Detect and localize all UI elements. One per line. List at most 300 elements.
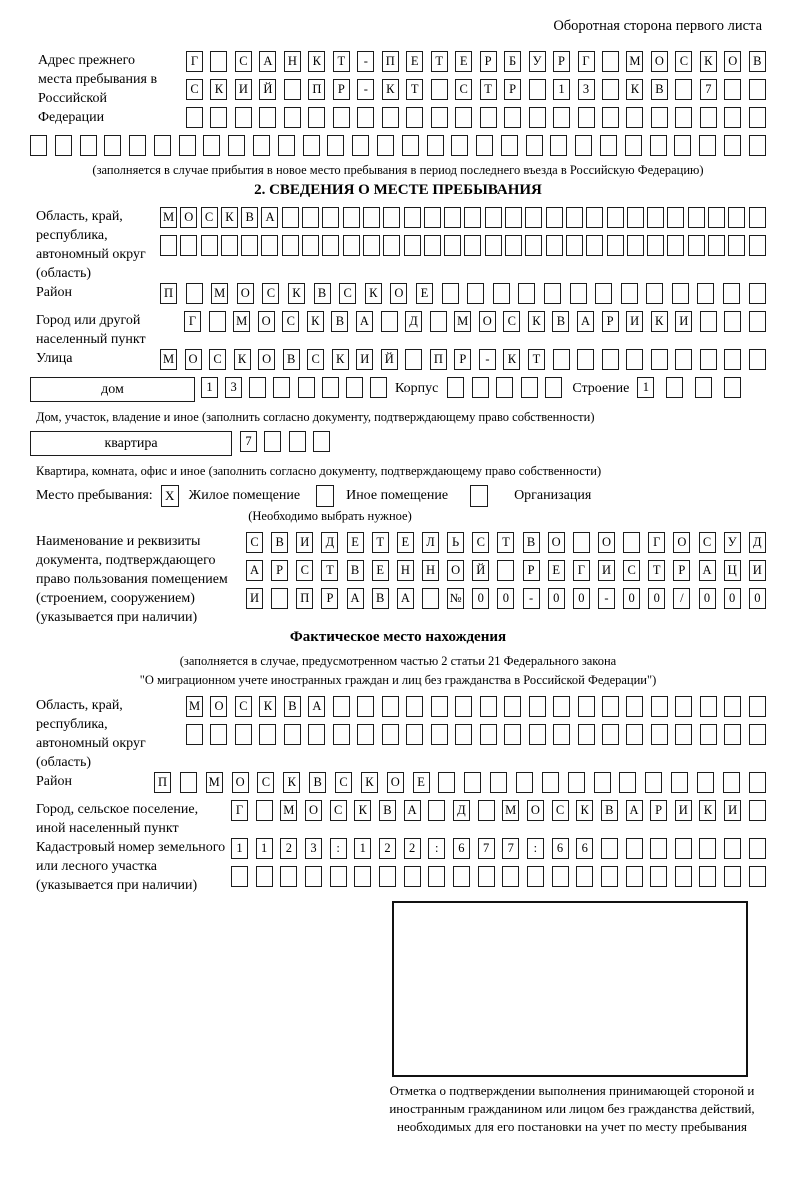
char-cell: А bbox=[397, 588, 414, 609]
char-cell bbox=[363, 207, 380, 228]
char-cell bbox=[671, 772, 688, 793]
char-cell bbox=[472, 377, 489, 398]
char-cell bbox=[427, 135, 444, 156]
char-cell bbox=[651, 696, 668, 717]
char-cell bbox=[505, 207, 522, 228]
fact-note-2: "О миграционном учете иностранных граждан и лиц без гражданства в Российской Федерации") bbox=[139, 673, 657, 687]
char-cell: О bbox=[527, 800, 544, 821]
char-cell: А bbox=[626, 800, 643, 821]
char-cell bbox=[504, 696, 521, 717]
char-cell bbox=[525, 235, 542, 256]
char-cell bbox=[619, 772, 636, 793]
char-cell bbox=[578, 107, 595, 128]
char-cell bbox=[724, 866, 741, 887]
char-cell bbox=[529, 696, 546, 717]
char-cell bbox=[431, 107, 448, 128]
char-cell bbox=[749, 349, 766, 370]
char-cell: С bbox=[699, 532, 716, 553]
char-cell: 0 bbox=[648, 588, 665, 609]
char-cell: С bbox=[186, 79, 203, 100]
char-cell bbox=[447, 377, 464, 398]
char-cell: Т bbox=[333, 51, 350, 72]
char-cell bbox=[333, 696, 350, 717]
char-cell bbox=[675, 79, 692, 100]
char-cell: О bbox=[390, 283, 407, 304]
char-cell bbox=[406, 724, 423, 745]
char-cell: 0 bbox=[724, 588, 741, 609]
char-cell bbox=[289, 431, 306, 452]
char-cell: О bbox=[258, 349, 275, 370]
char-cell bbox=[444, 235, 461, 256]
char-cell: Г bbox=[573, 560, 590, 581]
char-cell: П bbox=[308, 79, 325, 100]
char-cell bbox=[104, 135, 121, 156]
checkbox-org bbox=[470, 485, 488, 507]
char-cell: У bbox=[724, 532, 741, 553]
char-cell: : bbox=[428, 838, 445, 859]
char-cell: В bbox=[379, 800, 396, 821]
char-cell bbox=[699, 838, 716, 859]
char-cell bbox=[626, 866, 643, 887]
char-cell: К bbox=[700, 51, 717, 72]
char-cell: Р bbox=[321, 588, 338, 609]
char-cell: Р bbox=[602, 311, 619, 332]
char-cell bbox=[688, 207, 705, 228]
dom-row bbox=[30, 377, 766, 405]
char-cell bbox=[186, 724, 203, 745]
char-cell: Г bbox=[578, 51, 595, 72]
char-cell: У bbox=[529, 51, 546, 72]
char-cell bbox=[308, 107, 325, 128]
gorod-block bbox=[30, 311, 766, 349]
char-row bbox=[231, 838, 766, 859]
char-cell bbox=[308, 724, 325, 745]
gorod-label: Город или другой населенный пункт bbox=[36, 313, 146, 347]
char-cell bbox=[221, 235, 238, 256]
char-cell bbox=[518, 283, 535, 304]
char-cell: : bbox=[330, 838, 347, 859]
char-cell bbox=[431, 79, 448, 100]
char-cell bbox=[724, 349, 741, 370]
char-cell bbox=[697, 283, 714, 304]
fact-oblast-block bbox=[30, 696, 766, 772]
char-cell bbox=[424, 207, 441, 228]
char-cell: Р bbox=[504, 79, 521, 100]
char-cell: А bbox=[356, 311, 373, 332]
char-cell: М bbox=[186, 696, 203, 717]
char-cell bbox=[485, 207, 502, 228]
prev-address-label: Адрес прежнего места пребывания в Российской Федерации bbox=[38, 53, 158, 125]
char-cell: П bbox=[296, 588, 313, 609]
char-cell bbox=[667, 207, 684, 228]
oblast-block bbox=[30, 207, 766, 283]
char-cell bbox=[235, 107, 252, 128]
char-row bbox=[160, 349, 766, 370]
char-cell bbox=[256, 866, 273, 887]
char-cell bbox=[282, 235, 299, 256]
char-cell bbox=[749, 283, 766, 304]
char-cell: В bbox=[601, 800, 618, 821]
char-cell bbox=[271, 588, 288, 609]
char-cell: М bbox=[160, 349, 177, 370]
char-cell: Д bbox=[405, 311, 422, 332]
char-cell bbox=[602, 696, 619, 717]
char-cell bbox=[647, 207, 664, 228]
char-cell: П bbox=[382, 51, 399, 72]
char-cell bbox=[455, 724, 472, 745]
char-cell: М bbox=[626, 51, 643, 72]
option-zhiloe-label: Жилое помещение bbox=[188, 488, 301, 503]
char-cell bbox=[406, 107, 423, 128]
char-cell: Е bbox=[372, 560, 389, 581]
char-cell: - bbox=[479, 349, 496, 370]
char-cell: 6 bbox=[552, 838, 569, 859]
char-cell bbox=[578, 724, 595, 745]
char-cell: М bbox=[160, 207, 177, 228]
char-cell bbox=[578, 696, 595, 717]
fact-oblast-label: Область, край, республика, автономный округ (область) bbox=[36, 698, 146, 770]
char-cell: А bbox=[699, 560, 716, 581]
char-cell: Т bbox=[528, 349, 545, 370]
char-cell bbox=[381, 311, 398, 332]
char-cell: О bbox=[598, 532, 615, 553]
char-cell bbox=[529, 79, 546, 100]
char-cell: О bbox=[447, 560, 464, 581]
char-cell bbox=[625, 135, 642, 156]
char-cell: 0 bbox=[749, 588, 766, 609]
char-cell: Е bbox=[397, 532, 414, 553]
char-cell: М bbox=[280, 800, 297, 821]
char-cell bbox=[490, 772, 507, 793]
char-cell: И bbox=[675, 800, 692, 821]
char-cell: К bbox=[651, 311, 668, 332]
char-cell bbox=[333, 724, 350, 745]
char-cell: О bbox=[180, 207, 197, 228]
char-cell bbox=[724, 838, 741, 859]
char-row bbox=[186, 51, 766, 72]
kvartira-box: квартира bbox=[30, 431, 232, 456]
char-cell bbox=[724, 79, 741, 100]
char-cell bbox=[675, 696, 692, 717]
char-cell: Т bbox=[372, 532, 389, 553]
char-cell: А bbox=[577, 311, 594, 332]
char-cell bbox=[724, 107, 741, 128]
char-cell: 0 bbox=[699, 588, 716, 609]
char-cell: Й bbox=[259, 79, 276, 100]
char-cell bbox=[675, 838, 692, 859]
fact-note-1: (заполняется в случае, предусмотренном частью 2 статьи 21 Федерального закона bbox=[179, 654, 617, 668]
char-row bbox=[246, 532, 766, 553]
fact-gorod-block bbox=[30, 800, 766, 838]
char-cell: В bbox=[749, 51, 766, 72]
char-cell bbox=[464, 235, 481, 256]
char-cell bbox=[180, 772, 197, 793]
option-inoe-label: Иное помещение bbox=[346, 488, 449, 503]
char-cell: К bbox=[699, 800, 716, 821]
ulitsa-label: Улица bbox=[36, 351, 73, 366]
fact-kadastr-rows bbox=[231, 838, 766, 894]
char-cell: В bbox=[347, 560, 364, 581]
char-cell: С bbox=[675, 51, 692, 72]
char-cell bbox=[406, 696, 423, 717]
char-cell: 1 bbox=[354, 838, 371, 859]
raion-label: Район bbox=[36, 285, 72, 300]
char-cell bbox=[249, 377, 266, 398]
char-cell: А bbox=[347, 588, 364, 609]
char-cell: О bbox=[673, 532, 690, 553]
char-cell bbox=[602, 724, 619, 745]
char-cell bbox=[700, 349, 717, 370]
char-cell: М bbox=[211, 283, 228, 304]
char-row bbox=[231, 866, 766, 887]
char-cell bbox=[467, 283, 484, 304]
char-cell: Р bbox=[333, 79, 350, 100]
char-cell bbox=[451, 135, 468, 156]
char-cell bbox=[55, 135, 72, 156]
char-cell bbox=[675, 107, 692, 128]
char-cell: - bbox=[523, 588, 540, 609]
char-cell bbox=[586, 235, 603, 256]
char-cell bbox=[749, 800, 766, 821]
char-cell bbox=[404, 207, 421, 228]
char-cell: Г bbox=[648, 532, 665, 553]
char-cell: М bbox=[206, 772, 223, 793]
char-cell bbox=[231, 866, 248, 887]
char-cell: С bbox=[282, 311, 299, 332]
char-cell: Р bbox=[271, 560, 288, 581]
char-cell bbox=[402, 135, 419, 156]
char-cell bbox=[430, 311, 447, 332]
char-cell: Н bbox=[397, 560, 414, 581]
char-cell bbox=[501, 135, 518, 156]
char-cell: В bbox=[283, 349, 300, 370]
char-cell: А bbox=[308, 696, 325, 717]
char-cell bbox=[723, 283, 740, 304]
char-cell bbox=[546, 207, 563, 228]
char-cell bbox=[382, 696, 399, 717]
char-cell bbox=[749, 311, 766, 332]
char-cell bbox=[370, 377, 387, 398]
char-cell bbox=[264, 431, 281, 452]
char-cell: В bbox=[309, 772, 326, 793]
char-cell: С bbox=[201, 207, 218, 228]
char-cell bbox=[666, 377, 683, 398]
char-cell: - bbox=[357, 79, 374, 100]
char-cell: И bbox=[724, 800, 741, 821]
prev-address-block bbox=[30, 51, 766, 135]
char-cell bbox=[570, 283, 587, 304]
char-cell: Н bbox=[422, 560, 439, 581]
char-cell bbox=[253, 135, 270, 156]
char-cell: Г bbox=[186, 51, 203, 72]
mesto-row bbox=[30, 485, 766, 507]
char-cell: 0 bbox=[623, 588, 640, 609]
char-cell bbox=[723, 772, 740, 793]
char-cell bbox=[504, 724, 521, 745]
char-cell bbox=[330, 866, 347, 887]
oblast-label: Область, край, республика, автономный округ (область) bbox=[36, 209, 146, 281]
char-row bbox=[201, 377, 387, 398]
char-cell bbox=[700, 724, 717, 745]
char-cell bbox=[602, 79, 619, 100]
char-cell bbox=[322, 235, 339, 256]
char-cell bbox=[313, 431, 330, 452]
char-cell: С bbox=[235, 51, 252, 72]
char-cell bbox=[404, 235, 421, 256]
char-cell bbox=[675, 724, 692, 745]
char-cell bbox=[553, 107, 570, 128]
char-cell: Д bbox=[321, 532, 338, 553]
char-cell: К bbox=[382, 79, 399, 100]
char-cell bbox=[749, 724, 766, 745]
char-cell: 0 bbox=[472, 588, 489, 609]
char-cell: Д bbox=[749, 532, 766, 553]
char-cell bbox=[298, 377, 315, 398]
char-cell bbox=[322, 377, 339, 398]
char-cell bbox=[203, 135, 220, 156]
char-cell bbox=[210, 51, 227, 72]
char-cell bbox=[749, 235, 766, 256]
char-cell: А bbox=[259, 51, 276, 72]
char-cell bbox=[405, 349, 422, 370]
char-cell: К bbox=[365, 283, 382, 304]
char-cell bbox=[284, 107, 301, 128]
char-cell bbox=[493, 283, 510, 304]
char-cell bbox=[354, 866, 371, 887]
char-row bbox=[231, 800, 766, 821]
char-row bbox=[246, 560, 766, 581]
char-cell: П bbox=[430, 349, 447, 370]
char-cell bbox=[210, 107, 227, 128]
char-cell bbox=[651, 724, 668, 745]
char-cell bbox=[201, 235, 218, 256]
char-cell bbox=[602, 349, 619, 370]
char-cell bbox=[305, 866, 322, 887]
char-cell: Г bbox=[184, 311, 201, 332]
char-cell: В bbox=[523, 532, 540, 553]
char-cell: 1 bbox=[256, 838, 273, 859]
char-cell: 7 bbox=[502, 838, 519, 859]
char-cell bbox=[695, 377, 712, 398]
char-cell bbox=[480, 696, 497, 717]
char-cell bbox=[688, 235, 705, 256]
dom-caption: Дом, участок, владение и иное (заполнить согласно документу, подтверждающему право собственности) bbox=[36, 410, 595, 424]
char-cell: Р bbox=[523, 560, 540, 581]
char-cell: К bbox=[576, 800, 593, 821]
char-cell: Р bbox=[480, 51, 497, 72]
char-cell bbox=[601, 866, 618, 887]
char-cell bbox=[322, 207, 339, 228]
char-cell bbox=[346, 377, 363, 398]
char-cell: 1 bbox=[201, 377, 218, 398]
char-cell: 3 bbox=[305, 838, 322, 859]
char-cell bbox=[444, 207, 461, 228]
char-cell: : bbox=[527, 838, 544, 859]
char-cell: И bbox=[675, 311, 692, 332]
char-cell: К bbox=[221, 207, 238, 228]
char-row bbox=[186, 696, 766, 717]
stamp-caption: Отметка о подтверждении выполнения принимающей стороной и иностранным гражданином или лицом без гражданства действий, необходимых для его постановки на учет по месту пребывания bbox=[389, 1083, 755, 1134]
char-row-full-width bbox=[30, 135, 766, 156]
char-cell: С bbox=[257, 772, 274, 793]
char-cell: Л bbox=[422, 532, 439, 553]
char-cell: О bbox=[651, 51, 668, 72]
char-cell: 6 bbox=[576, 838, 593, 859]
char-cell bbox=[600, 135, 617, 156]
char-cell bbox=[697, 772, 714, 793]
char-row bbox=[637, 377, 741, 398]
char-row bbox=[186, 79, 766, 100]
char-cell: О bbox=[305, 800, 322, 821]
char-cell bbox=[516, 772, 533, 793]
char-cell: В bbox=[284, 696, 301, 717]
char-cell bbox=[575, 135, 592, 156]
char-cell bbox=[724, 696, 741, 717]
char-cell bbox=[261, 235, 278, 256]
char-cell: О bbox=[548, 532, 565, 553]
char-cell: 6 bbox=[453, 838, 470, 859]
char-cell: Р bbox=[553, 51, 570, 72]
fact-raion-label: Район bbox=[36, 774, 72, 789]
korpus-label: Корпус bbox=[395, 381, 439, 396]
char-cell bbox=[186, 283, 203, 304]
char-cell: 0 bbox=[548, 588, 565, 609]
char-cell bbox=[210, 724, 227, 745]
char-cell: К bbox=[234, 349, 251, 370]
char-cell: О bbox=[232, 772, 249, 793]
char-cell bbox=[352, 135, 369, 156]
char-cell: 2 bbox=[404, 838, 421, 859]
char-cell bbox=[553, 724, 570, 745]
char-cell: - bbox=[598, 588, 615, 609]
char-cell: М bbox=[233, 311, 250, 332]
char-cell bbox=[700, 696, 717, 717]
char-cell bbox=[626, 838, 643, 859]
char-row bbox=[447, 377, 562, 398]
char-cell: Р bbox=[454, 349, 471, 370]
char-cell bbox=[343, 235, 360, 256]
char-cell bbox=[357, 696, 374, 717]
char-cell: С bbox=[503, 311, 520, 332]
char-cell bbox=[566, 235, 583, 256]
char-cell: К bbox=[626, 79, 643, 100]
char-cell bbox=[278, 135, 295, 156]
char-cell bbox=[601, 838, 618, 859]
char-cell: О bbox=[237, 283, 254, 304]
char-cell: С bbox=[623, 560, 640, 581]
char-cell: И bbox=[626, 311, 643, 332]
char-cell bbox=[80, 135, 97, 156]
char-cell: К bbox=[308, 51, 325, 72]
char-cell bbox=[333, 107, 350, 128]
char-cell: К bbox=[354, 800, 371, 821]
fact-kadastr-block bbox=[30, 838, 766, 895]
raion-block bbox=[30, 283, 766, 311]
page-side-note: Оборотная сторона первого листа bbox=[553, 18, 762, 34]
char-cell bbox=[455, 107, 472, 128]
fact-title: Фактическое место нахождения bbox=[289, 629, 507, 645]
char-cell bbox=[154, 135, 171, 156]
char-cell: С bbox=[330, 800, 347, 821]
char-cell bbox=[576, 866, 593, 887]
char-cell bbox=[496, 377, 513, 398]
char-cell: К bbox=[503, 349, 520, 370]
char-row bbox=[184, 311, 766, 332]
char-cell: С bbox=[262, 283, 279, 304]
mesto-label: Место пребывания: bbox=[36, 488, 153, 503]
char-cell: Т bbox=[480, 79, 497, 100]
char-cell: 7 bbox=[240, 431, 257, 452]
